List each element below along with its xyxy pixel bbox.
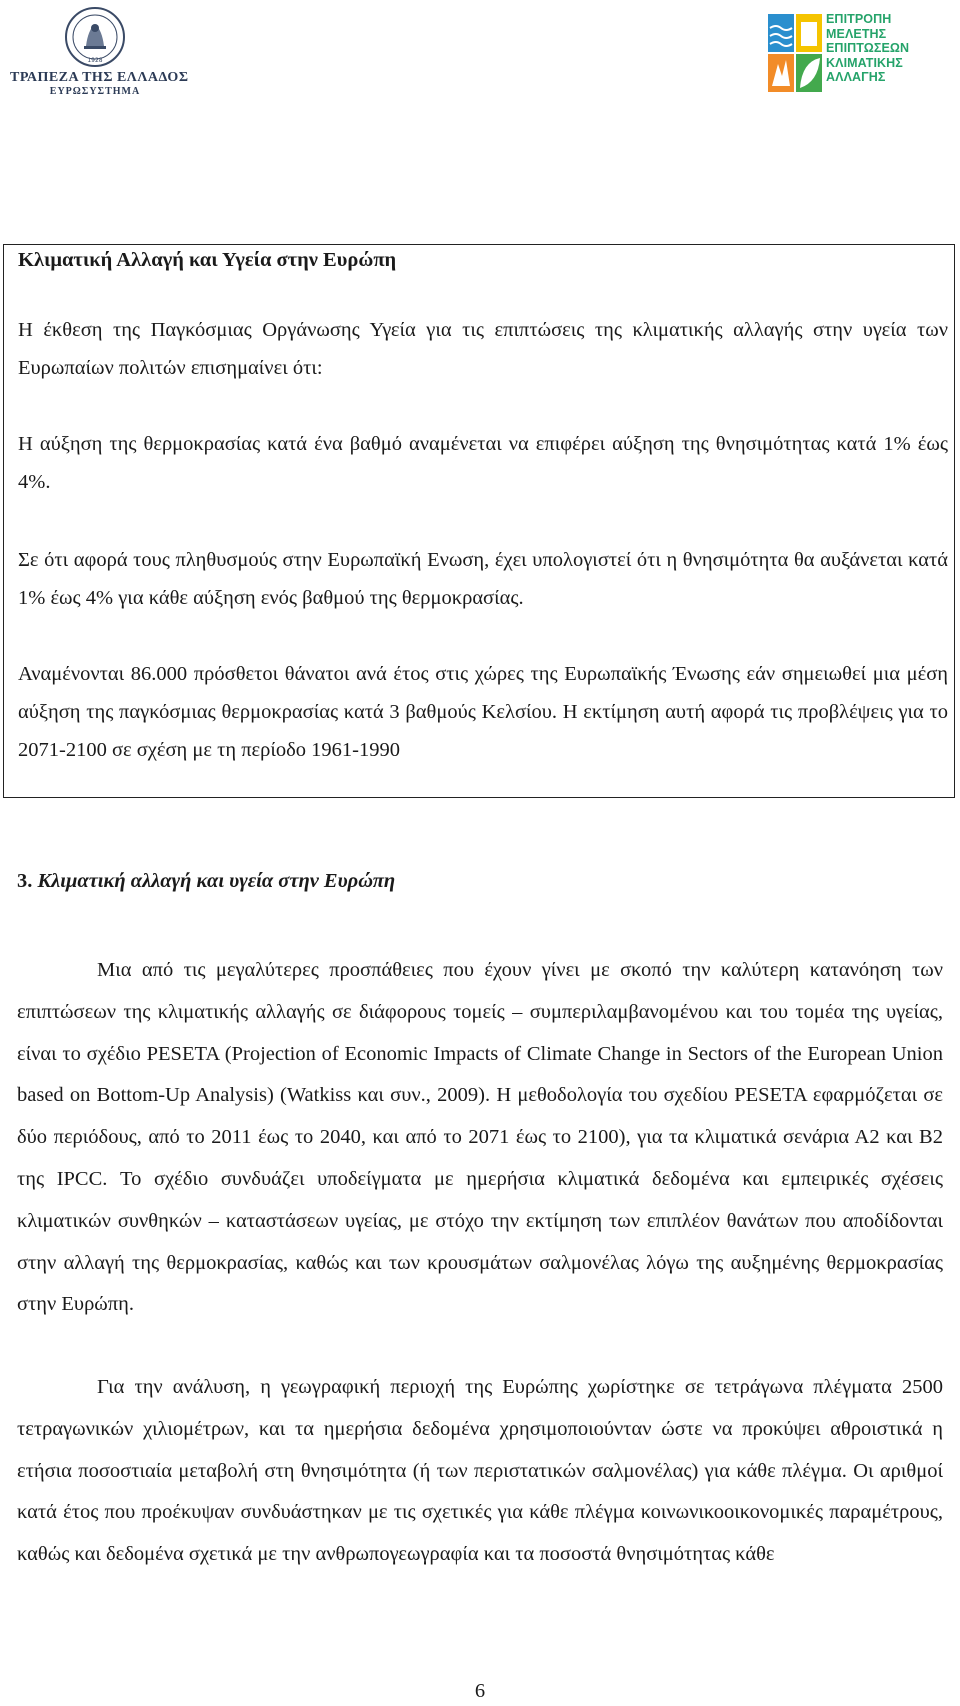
section-title: Κλιματική αλλαγή και υγεία στην Ευρώπη <box>37 870 396 892</box>
committee-line-3: ΕΠΙΠΤΩΣΕΩΝ <box>826 41 910 56</box>
box-paragraph-1: Η έκθεση της Παγκόσμιας Οργάνωσης Υγεία για τις επιπτώσεις της κλιματικής αλλαγής στην υγεία των Ευρωπαίων πολιτών επισημαίνει ότι: <box>18 319 948 379</box>
bank-of-greece-logo <box>10 6 189 98</box>
committee-mark-icon <box>768 14 822 94</box>
committee-line-4: ΚΛΙΜΑΤΙΚΗΣ <box>826 55 903 70</box>
section-number: 3. <box>17 870 33 892</box>
summary-box <box>3 244 955 798</box>
committee-line-1: ΕΠΙΤΡΟΠΗ <box>826 12 892 26</box>
climate-committee-logo <box>768 12 948 96</box>
bank-name: ΤΡΑΠΕΖΑ ΤΗΣ ΕΛΛΑΔΟΣ <box>10 70 189 85</box>
section-paragraph-2: Για την ανάλυση, η γεωγραφική περιοχή της Ευρώπης χωρίστηκε σε τετράγωνα πλέγματα 2500 τετραγωνικών χιλιομέτρων, και τα ημερήσια δεδομένα χρησιμοποιούνταν ώστε να προκύψει αθροιστικά η ετήσια ποσοστιαία μεταβολή στη θνησιμότητα (ή των περιστατικών σαλμονέλας) για κάθε πλέγμα. Οι αριθμοί κατά έτος που προέκυψαν συνδυάστηκαν με τις σχετικές για κάθε πλέγμα κοινωνικοοικονομικές παραμέτρους, καθώς και δεδομένα σχετικά με την ανθρωπογεωγραφία και τα ποσοστά θνησιμότητας κάθε <box>17 1376 943 1566</box>
section-paragraph-1: Μια από τις μεγαλύτερες προσπάθειες που έχουν γίνει με σκοπό την καλύτερη κατανόηση των επιπτώσεων της κλιματικής αλλαγής σε διάφορους τομείς – συμπεριλαμβανομένου και του τομέα της υγείας, είναι το σχέδιο PESETA (Projection of Economic Impacts of Climate Change in Sectors of the European Union based on Bottom-Up Analysis) (Watkiss και συν., 2009). Η μεθοδολογία του σχεδίου PESETA εφαρμόζεται σε δύο περιόδους, από το 2011 έως το 2040, και από το 2071 έως το 2100), για τα κλιματικά σενάρια Α2 και Β2 της IPCC. Το σχέδιο συνδυάζει υποδείγματα με ημερήσια κλιματικά δεδομένα και εμπειρικές σχέσεις κλιματικών συνθηκών – καταστάσεων υγείας, με στόχο την εκτίμηση των επιπλέον θανάτων που αποδίδονται στην αλλαγή της θερμοκρασίας, καθώς και των κρουσμάτων σαλμονέλας λόγω της αυξημένης θερμοκρασίας στην Ευρώπη. <box>17 959 943 1316</box>
bank-subtitle: ΕΥΡΩΣΥΣΤΗΜΑ <box>49 86 141 97</box>
committee-line-2: ΜΕΛΕΤΗΣ <box>826 26 887 41</box>
committee-name <box>826 12 946 85</box>
seal-year: 1928 <box>87 57 103 64</box>
bank-seal-icon <box>64 6 126 68</box>
box-paragraph-2: Η αύξηση της θερμοκρασίας κατά ένα βαθμό αναμένεται να επιφέρει αύξηση της θνησιμότητας κατά 1% έως 4%. <box>18 433 948 493</box>
committee-line-5: ΑΛΛΑΓΗΣ <box>826 70 886 85</box>
box-paragraph-4: Αναμένονται 86.000 πρόσθετοι θάνατοι ανά έτος στις χώρες της Ευρωπαϊκής Ένωσης εάν σημειωθεί μια μέση αύξηση της παγκόσμιας θερμοκρασίας κατά 3 βαθμούς Κελσίου. Η εκτίμηση αυτή αφορά τις προβλέψεις για το 2071-2100 σε σχέση με τη περίοδο 1961-1990 <box>18 663 948 761</box>
box-title: Κλιματική Αλλαγή και Υγεία στην Ευρώπη <box>18 249 397 271</box>
box-paragraph-3: Σε ότι αφορά τους πληθυσμούς στην Ευρωπαϊκή Ενωση, έχει υπολογιστεί ότι η θνησιμότητα θα αυξάνεται κατά 1% έως 4% για κάθε αύξηση ενός βαθμού της θερμοκρασίας. <box>18 549 948 609</box>
page-number: 6 <box>474 1680 486 1702</box>
section-heading <box>17 870 395 893</box>
